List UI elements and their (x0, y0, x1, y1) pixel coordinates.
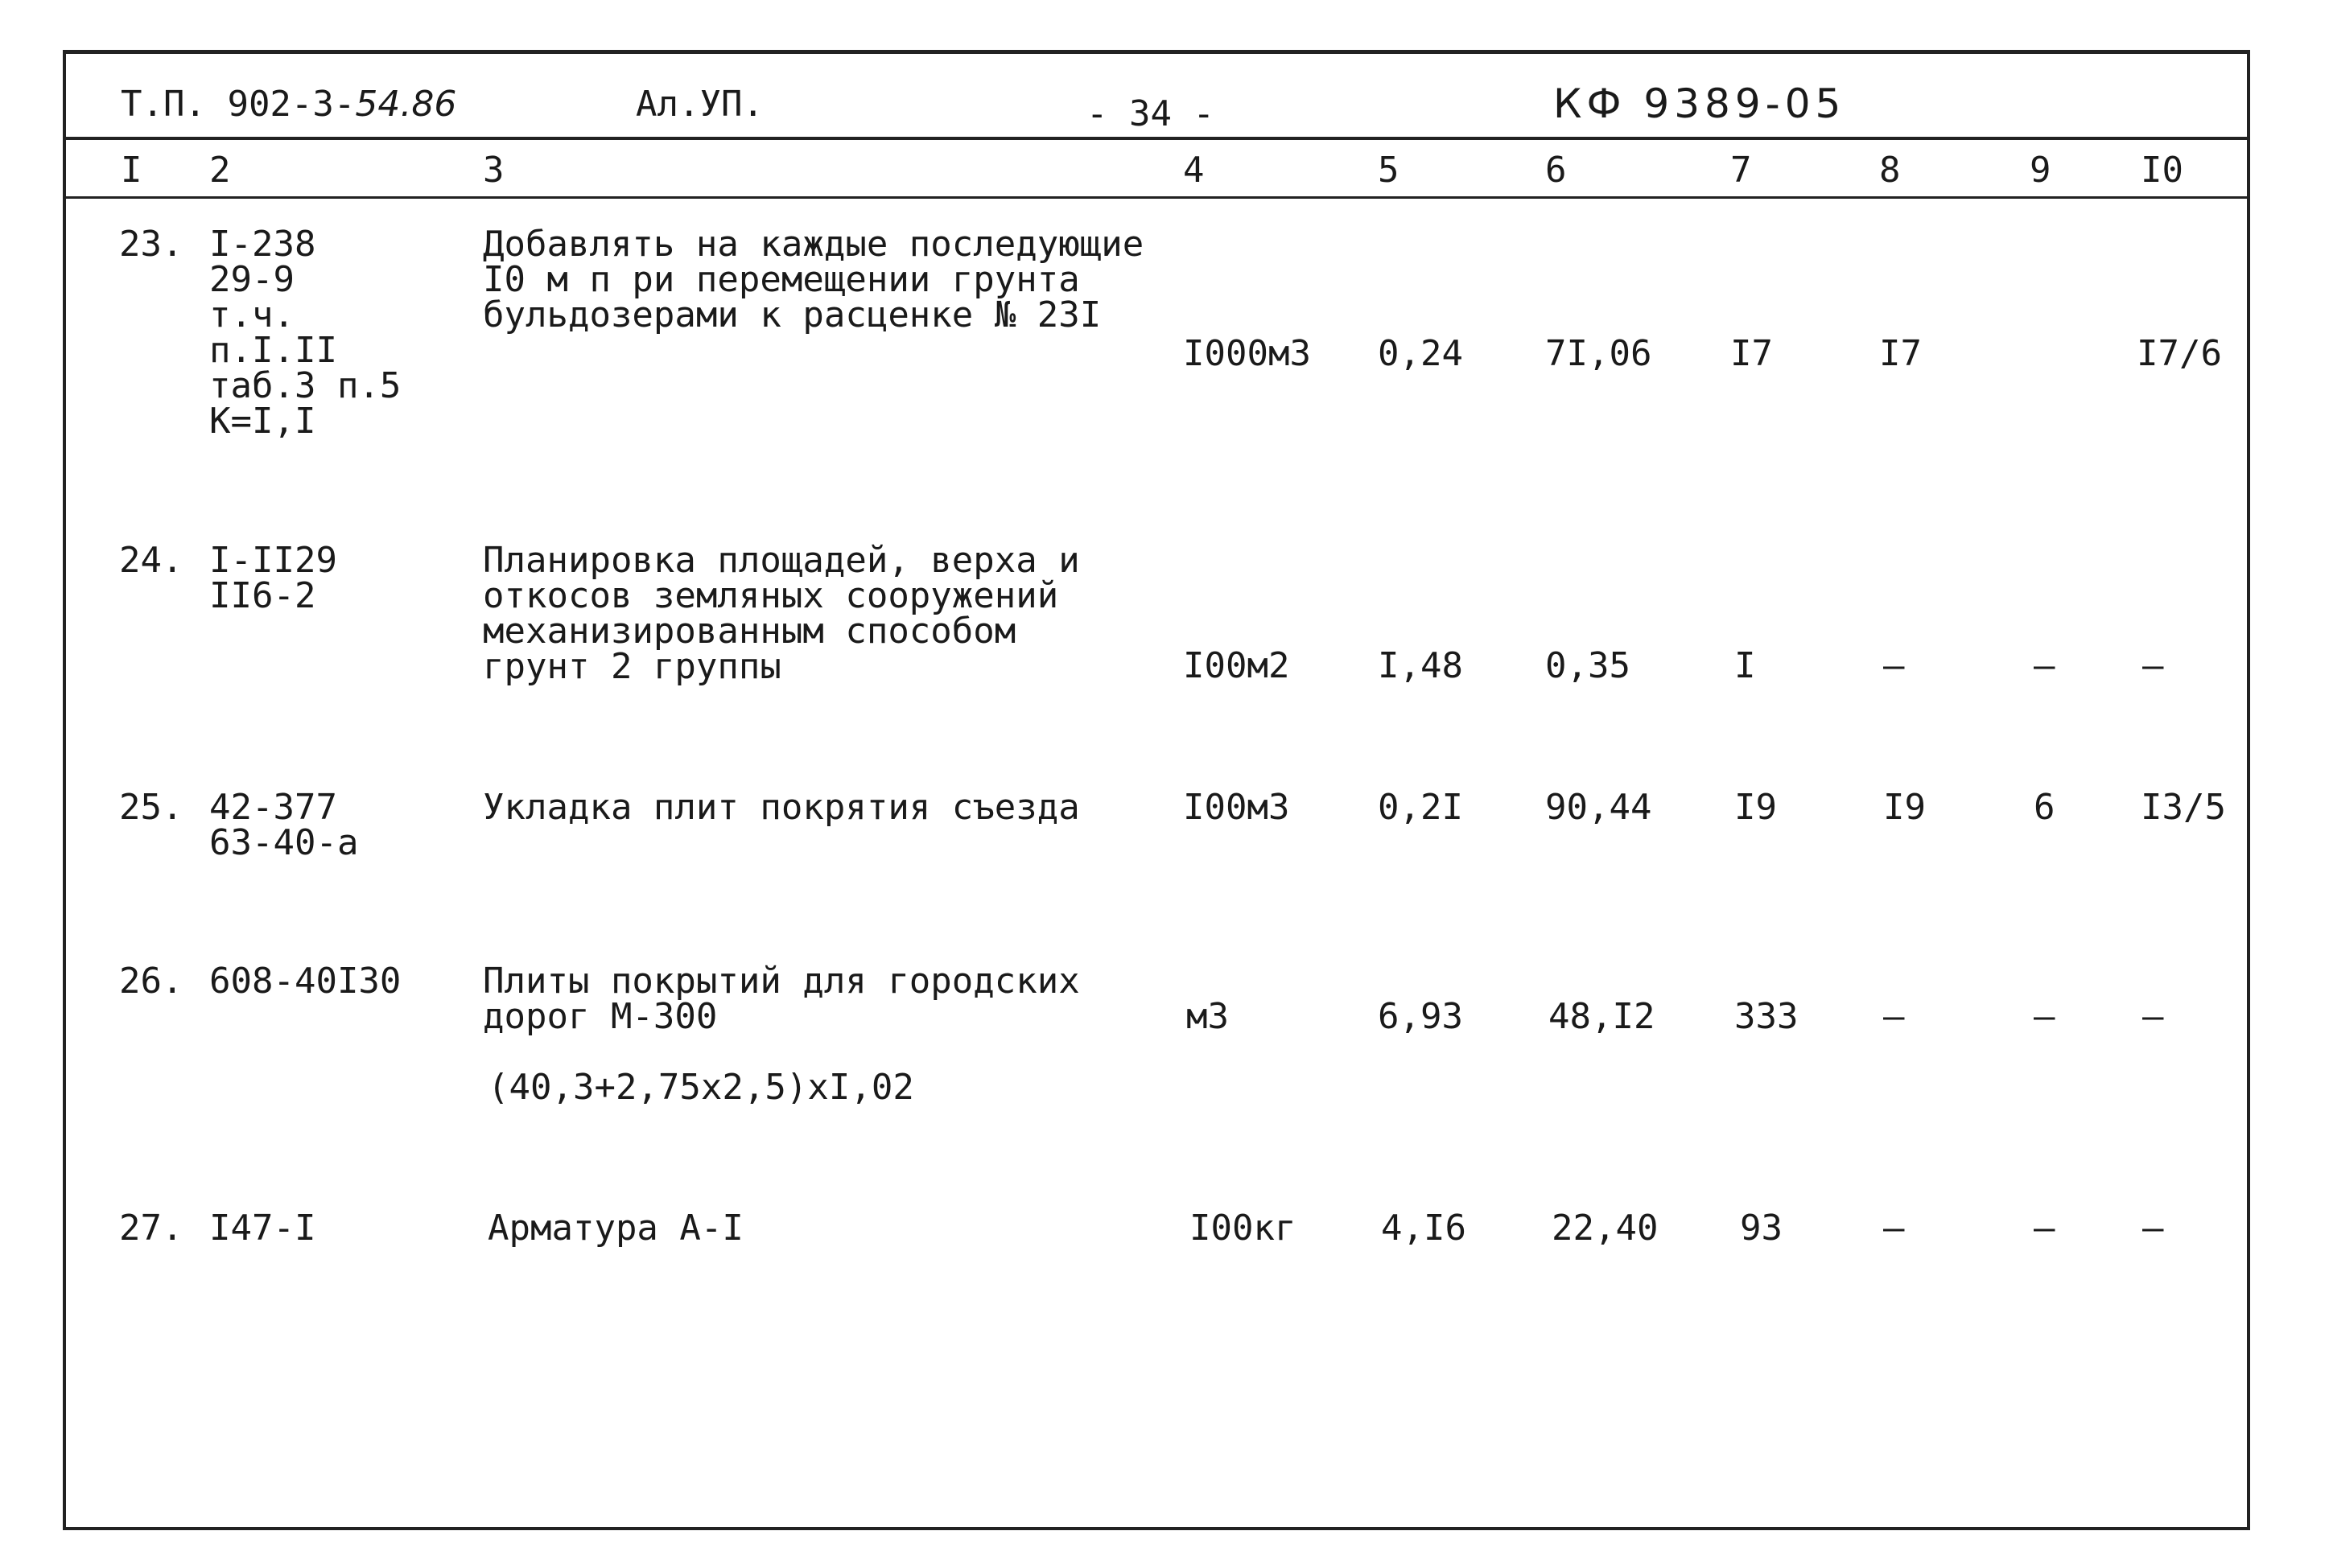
row-27-code: I47-I (209, 1208, 316, 1249)
column-header-8: 8 (1879, 150, 1901, 191)
project-number (121, 84, 456, 125)
column-header-7: 7 (1730, 150, 1752, 191)
row-26-number: 26. (119, 961, 183, 1002)
row-23-col8: I7 (1879, 333, 1922, 374)
row-23-quantity: 0,24 (1378, 333, 1463, 374)
row-26-code: 608-40I30 (209, 961, 402, 1002)
row-24-unit: I00м2 (1183, 645, 1290, 686)
row-26-formula: (40,3+2,75х2,5)хI,02 (488, 1067, 914, 1108)
row-25-col9: 6 (2034, 787, 2055, 828)
row-26-col8: – (1883, 996, 1905, 1037)
row-24-number: 24. (119, 540, 183, 581)
project-number-suffix: 54.86 (355, 84, 457, 125)
column-header-4: 4 (1183, 150, 1205, 191)
row-27-col9: – (2034, 1208, 2055, 1249)
column-header-3: 3 (483, 150, 505, 191)
row-27-quantity: 4,I6 (1381, 1208, 1466, 1249)
row-23-price: 7I,06 (1545, 333, 1652, 374)
row-25-description: Укладка плит покрятия съезда (483, 787, 1080, 828)
row-23-col7: I7 (1730, 333, 1773, 374)
row-24-col10: – (2142, 645, 2164, 686)
row-27-col8: – (1883, 1208, 1905, 1249)
row-27-price: 22,40 (1552, 1208, 1659, 1249)
row-23-description: Добавлять на каждые последующие I0 м п ри перемещении грунта бульдозерами к расценке № 23I (483, 224, 1144, 335)
row-25-code: 42-377 63-40-а (209, 787, 359, 863)
row-27-description: Арматура А-I (488, 1208, 744, 1249)
row-26-col10: – (2142, 996, 2164, 1037)
column-header-10: I0 (2141, 150, 2183, 191)
row-25-quantity: 0,2I (1378, 787, 1463, 828)
album-label: Ал.УП. (636, 84, 764, 125)
row-25-col8: I9 (1883, 787, 1926, 828)
row-25-col10: I3/5 (2141, 787, 2226, 828)
row-24-col9: – (2034, 645, 2055, 686)
column-header-6: 6 (1545, 150, 1567, 191)
row-24-price: 0,35 (1545, 645, 1630, 686)
row-24-col8: – (1883, 645, 1905, 686)
row-25-number: 25. (119, 787, 183, 828)
row-24-col7: I (1734, 645, 1756, 686)
column-header-1: I (121, 150, 142, 191)
row-23-number: 23. (119, 224, 183, 265)
row-27-number: 27. (119, 1208, 183, 1249)
row-23-unit: I000м3 (1183, 333, 1311, 374)
row-26-col9: – (2034, 996, 2055, 1037)
document-code: КФ 9389-05 (1553, 80, 1846, 127)
row-24-quantity: I,48 (1378, 645, 1463, 686)
project-number-prefix: Т.П. 902-3- (121, 84, 356, 125)
row-25-price: 90,44 (1545, 787, 1652, 828)
row-27-col7: 93 (1740, 1208, 1783, 1249)
header-divider (63, 137, 2250, 140)
row-27-col10: – (2142, 1208, 2164, 1249)
row-26-description: Плиты покрытий для городских дорог М-300 (483, 961, 1080, 1037)
row-23-code: I-238 29-9 т.ч. п.I.II таб.3 п.5 К=I,I (209, 224, 402, 442)
row-26-quantity: 6,93 (1378, 996, 1463, 1037)
row-23-col10: I7/6 (2137, 333, 2222, 374)
row-24-description: Планировка площадей, верха и откосов земляных сооружений механизированным способом грунт 2 группы (483, 540, 1080, 687)
column-header-5: 5 (1378, 150, 1399, 191)
column-header-9: 9 (2030, 150, 2051, 191)
column-header-2: 2 (209, 150, 231, 191)
row-26-price: 48,I2 (1548, 996, 1655, 1037)
row-26-unit: м3 (1186, 996, 1229, 1037)
row-27-unit: I00кг (1189, 1208, 1296, 1249)
column-header-divider (63, 196, 2250, 199)
page-number: - 34 - (1086, 93, 1214, 134)
row-24-code: I-II29 II6-2 (209, 540, 337, 616)
row-26-col7: 333 (1734, 996, 1799, 1037)
row-25-unit: I00м3 (1183, 787, 1290, 828)
row-25-col7: I9 (1734, 787, 1777, 828)
